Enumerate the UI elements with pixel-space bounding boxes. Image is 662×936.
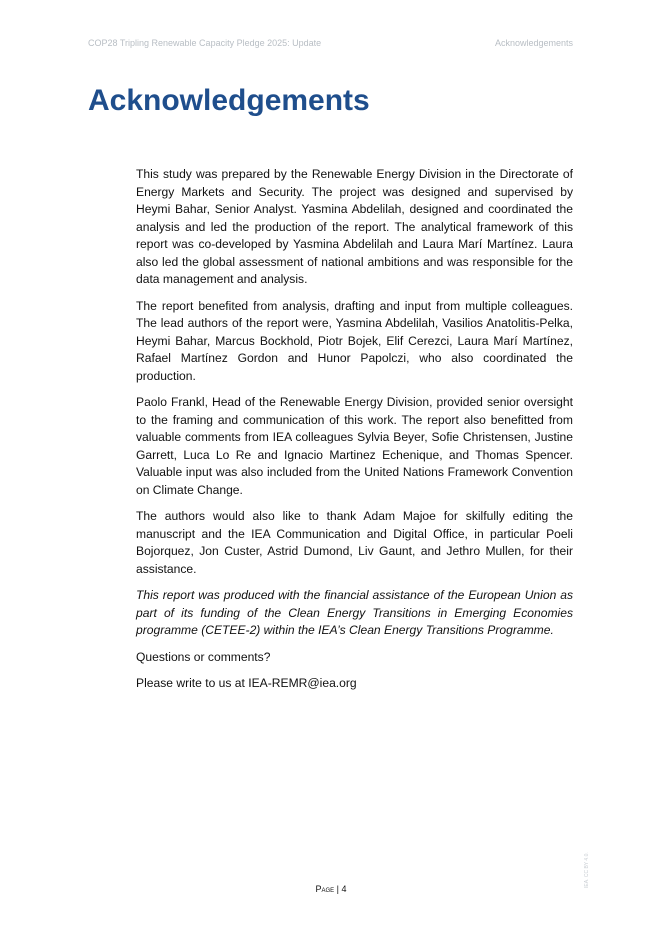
paragraph-contact-email: Please write to us at IEA-REMR@iea.org (136, 676, 357, 690)
page-title: Acknowledgements (88, 84, 370, 117)
paragraph-funding-note: This report was produced with the financial assistance of the European Union as part of its funding of the Clean Energy Transitions in Emerging Economies programme (CETEE-2) within the IEA’s Clean Energy Transitions Programme. (136, 588, 573, 637)
paragraph-oversight-and-review: Paolo Frankl, Head of the Renewable Energy Division, provided senior oversight to the framing and communication of this work. The report also benefitted from valuable comments from IEA colleagues Sylvia Beyer, Sofie Christensen, Justine Garrett, Luca Lo Re and Ignacio Martinez Echenique, and Thomas Spencer. Valuable input was also included from the United Nations Framework Convention on Climate Change. (136, 395, 573, 497)
running-header-report-title: COP28 Tripling Renewable Capacity Pledge 2025: Update (88, 38, 322, 48)
page-number: 4 (341, 884, 347, 894)
page-separator: | (336, 884, 339, 894)
paragraph-editing-thanks: The authors would also like to thank Adam Majoe for skilfully editing the manuscript and the IEA Communication and Digital Office, in particular Poeli Bojorquez, Jon Custer, Astrid Dumond, Liv Gaunt, and Jethro Mullen, for their assistance. (136, 509, 573, 576)
body-text (136, 166, 573, 702)
paragraph-study-preparation: This study was prepared by the Renewable Energy Division in the Directorate of Energy Markets and Security. The project was designed and supervised by Heymi Bahar, Senior Analyst. Yasmina Abdelilah, designed and coordinated the analysis and led the production of the report. The analytical framework of this report was co-developed by Yasmina Abdelilah and Laura Marí Martínez. Laura also led the global assessment of national ambitions and was responsible for the data management and analysis. (136, 167, 573, 286)
page-footer (0, 884, 662, 894)
running-header-section: Acknowledgements (494, 38, 573, 48)
license-mark: IEA. CC BY 4.0. (584, 852, 590, 888)
paragraph-lead-authors: The report benefited from analysis, drafting and input from multiple colleagues. The lead authors of the report were, Yasmina Abdelilah, Vasilios Anatolitis-Pelka, Heymi Bahar, Marcus Bockhold, Piotr Bojek, Elif Cerezci, Laura Marí Martínez, Rafael Martínez Gordon and Hunor Papolczi, who also coordinated the production. (136, 298, 573, 383)
paragraph-questions: Questions or comments? (136, 649, 271, 664)
page-label: Page (315, 884, 335, 894)
